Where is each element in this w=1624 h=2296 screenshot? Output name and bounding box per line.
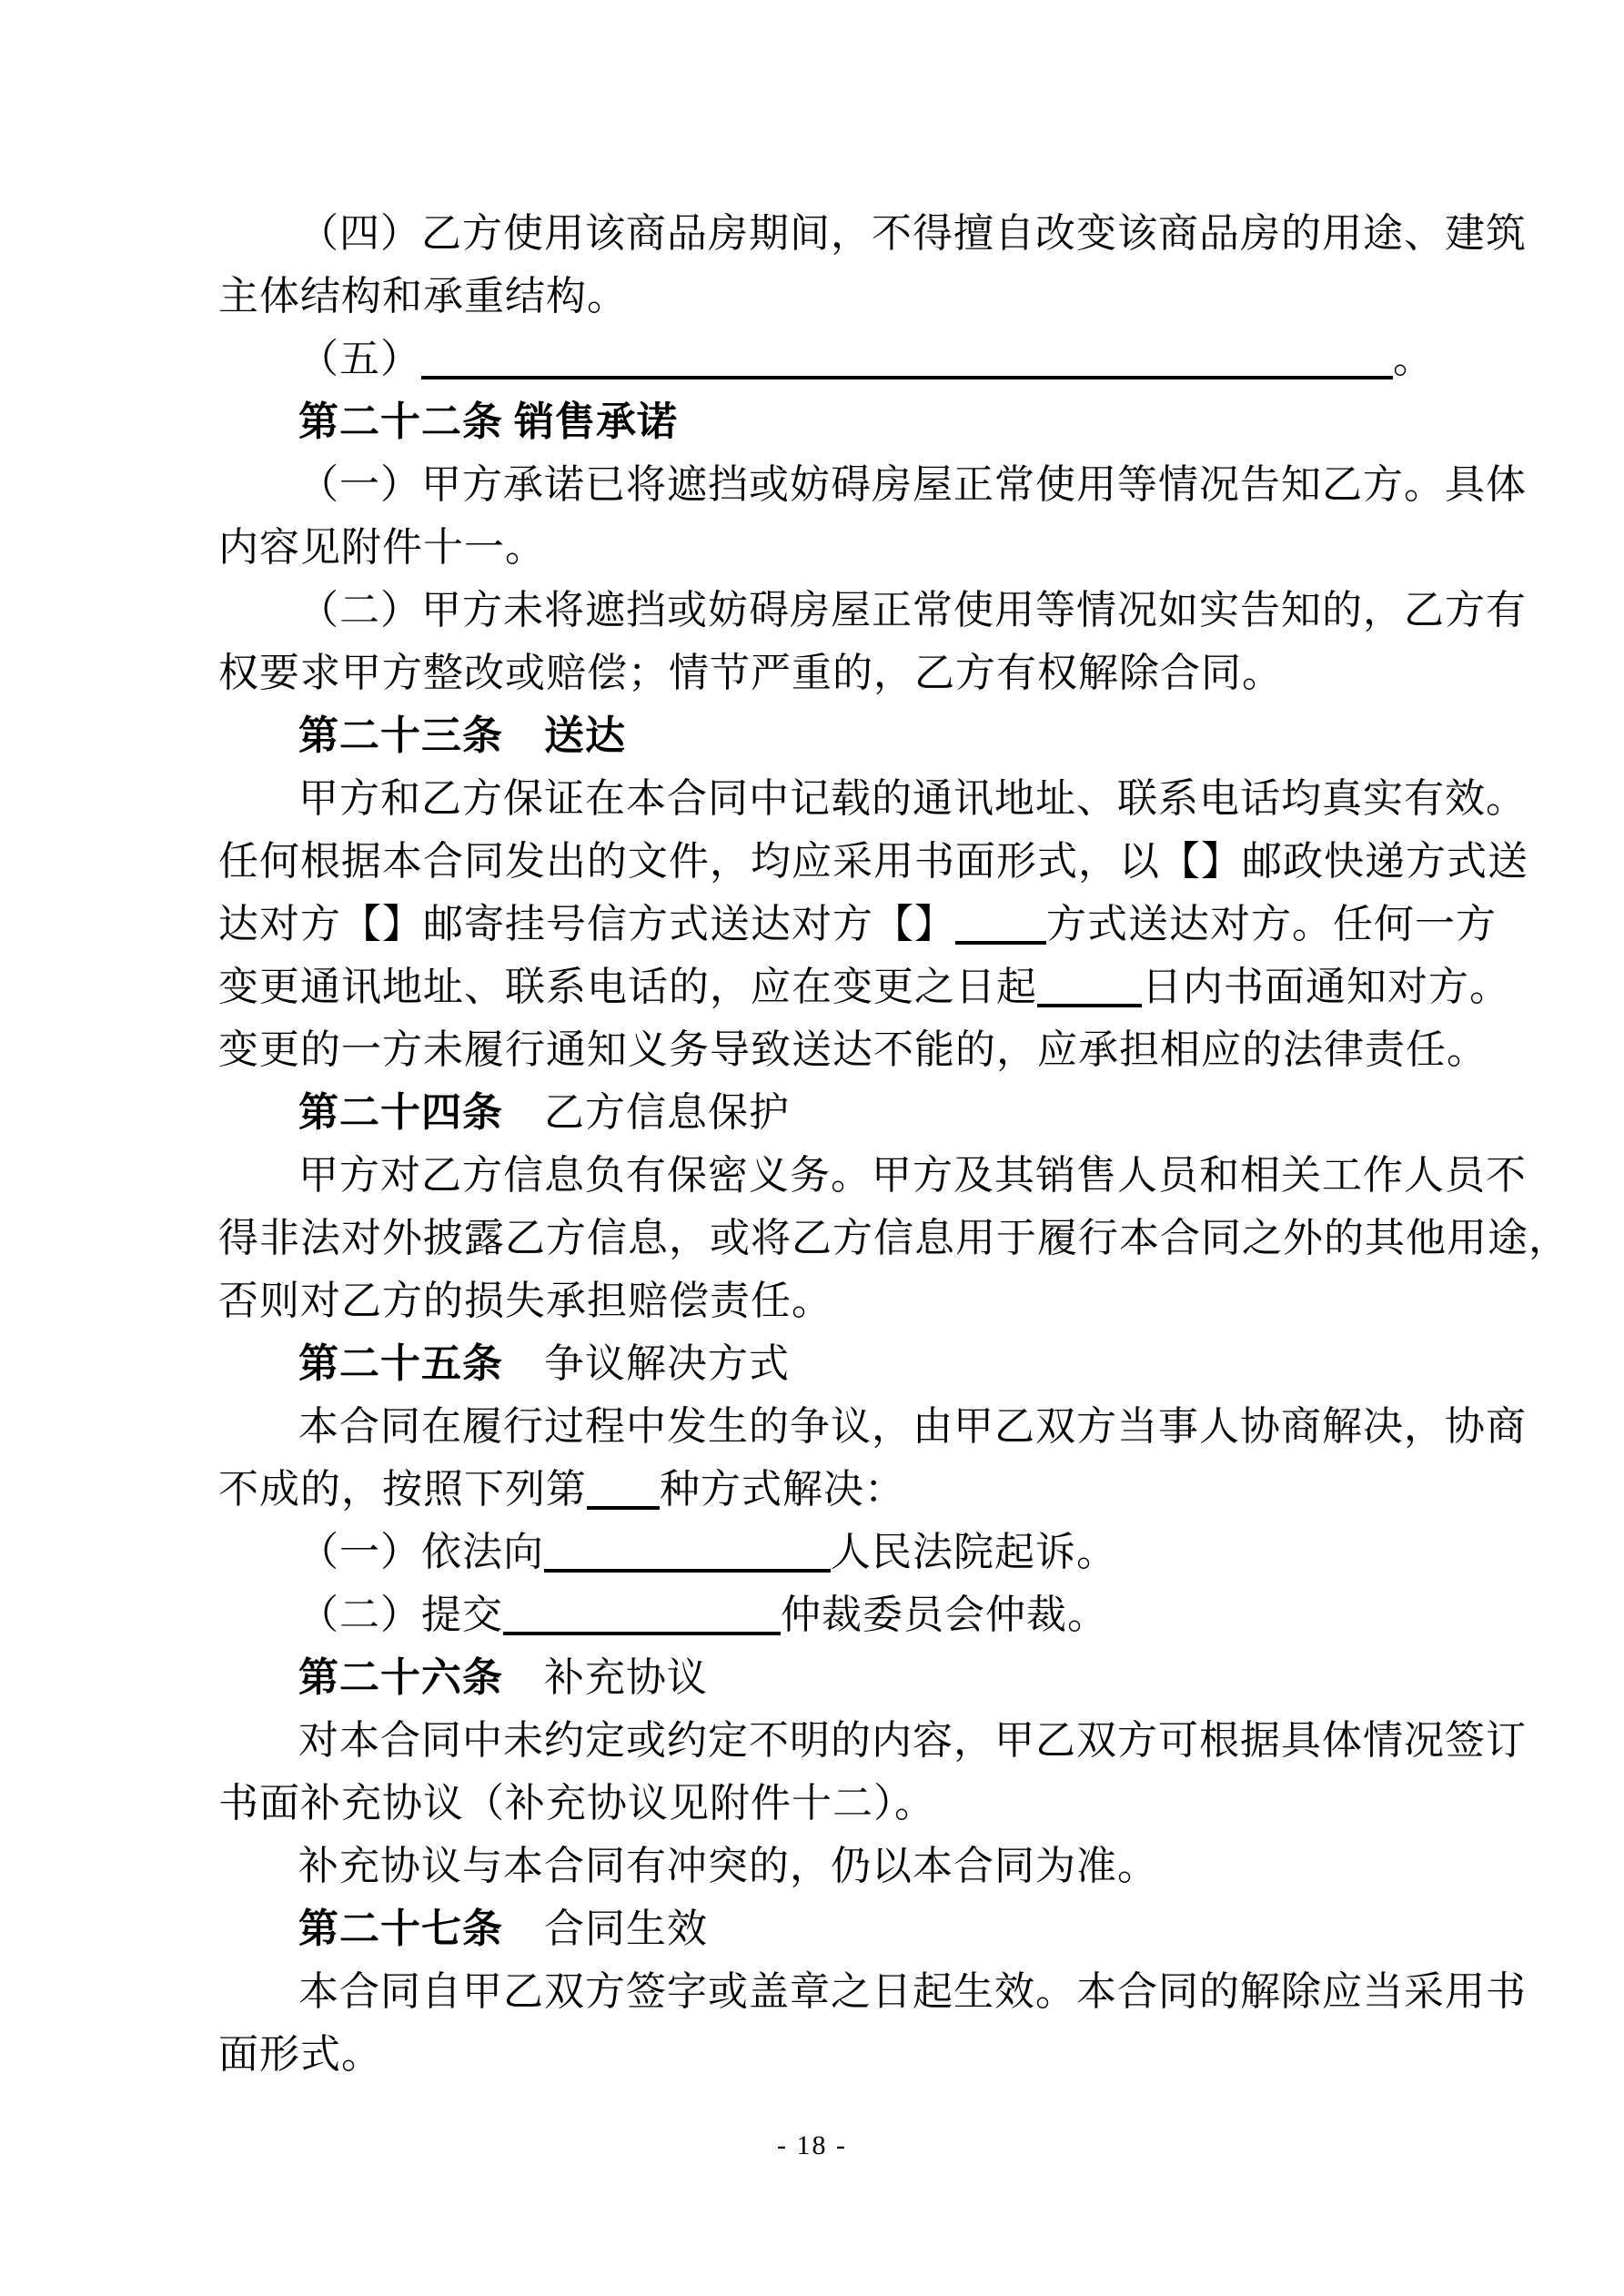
contract-line	[218, 1395, 1527, 1458]
contract-line	[218, 516, 1492, 579]
text-run: 权要求甲方整改或赔偿；情节严重的，乙方有权解除合同。	[218, 651, 1283, 695]
text-run: 任何根据本合同发出的文件，均应采用书面形式，以【】邮政快递方式送	[218, 839, 1528, 884]
text-run: 第二十五条	[298, 1341, 503, 1386]
text-run: 方式送达对方。任何一方	[1046, 902, 1497, 946]
contract-line	[218, 1269, 1492, 1332]
contract-line	[218, 1458, 1492, 1521]
contract-line	[218, 328, 1492, 390]
contract-line	[218, 2023, 1492, 2086]
fill-in-blank	[955, 930, 1046, 945]
text-run: （二）甲方未将遮挡或妨碍房屋正常使用等情况如实告知的，乙方有	[298, 588, 1527, 632]
article-heading	[218, 704, 1492, 767]
contract-line	[218, 642, 1492, 704]
contract-line	[218, 579, 1527, 642]
article-heading	[218, 1897, 1492, 1960]
text-run: 仲裁委员会仲裁。	[781, 1593, 1108, 1637]
article-heading	[218, 1332, 1492, 1395]
text-run: 。	[1393, 337, 1434, 381]
text-run: （二）提交	[298, 1593, 503, 1637]
text-run: 甲方和乙方保证在本合同中记载的通讯地址、联系电话均真实有效。	[298, 776, 1527, 821]
text-run: 主体结构和承重结构。	[218, 274, 628, 319]
text-run: （五）	[298, 337, 421, 381]
contract-line	[218, 202, 1527, 265]
fill-in-blank	[421, 365, 1393, 379]
contract-line	[218, 265, 1492, 328]
contract-line	[218, 1018, 1492, 1081]
page-number: - 18 -	[777, 2130, 847, 2160]
text-run: 第二十七条	[298, 1907, 503, 1951]
text-run: 否则对乙方的损失承担赔偿责任。	[218, 1279, 832, 1323]
fill-in-blank	[1037, 993, 1142, 1007]
text-run: 得非法对外披露乙方信息，或将乙方信息用于履行本合同之外的其他用途，	[218, 1216, 1569, 1260]
contract-line	[218, 1835, 1492, 1897]
text-run: 甲方对乙方信息负有保密义务。甲方及其销售人员和相关工作人员不	[298, 1153, 1527, 1198]
text-run: 人民法院起诉。	[831, 1530, 1117, 1574]
text-run: 变更通讯地址、联系电话的，应在变更之日起	[218, 965, 1037, 1009]
contract-line	[218, 1207, 1569, 1269]
contract-line	[218, 1960, 1527, 2023]
text-run: 第二十二条 销售承诺	[298, 400, 678, 444]
text-run: 对本合同中未约定或约定不明的内容，甲乙双方可根据具体情况签订	[298, 1718, 1527, 1763]
contract-line	[218, 1144, 1527, 1207]
contract-line	[218, 767, 1527, 830]
text-run: 第二十三条 送达	[298, 713, 626, 758]
contract-body	[218, 202, 1569, 2086]
text-run: 第二十四条	[298, 1090, 503, 1135]
fill-in-blank	[544, 1558, 831, 1573]
text-run: 面形式。	[218, 2032, 382, 2077]
text-run: 书面补充协议（补充协议见附件十二）。	[218, 1781, 935, 1826]
contract-line	[218, 956, 1510, 1018]
contract-line	[218, 830, 1528, 893]
text-run: （一）甲方承诺已将遮挡或妨碍房屋正常使用等情况告知乙方。具体	[298, 462, 1527, 507]
text-run: 补充协议	[503, 1655, 708, 1700]
contract-line	[218, 1521, 1492, 1583]
text-run: 种方式解决：	[660, 1467, 905, 1512]
contract-line	[218, 1709, 1527, 1772]
text-run: 本合同在履行过程中发生的争议，由甲乙双方当事人协商解决，协商	[298, 1404, 1527, 1449]
text-run: 达对方【】邮寄挂号信方式送达对方【】	[218, 902, 955, 946]
contract-line	[218, 453, 1527, 516]
text-run: 合同生效	[503, 1907, 708, 1951]
text-run: 本合同自甲乙双方签字或盖章之日起生效。本合同的解除应当采用书	[298, 1969, 1527, 2014]
fill-in-blank	[503, 1621, 781, 1635]
text-run: 变更的一方未履行通知义务导致送达不能的，应承担相应的法律责任。	[218, 1027, 1488, 1072]
text-run: 不成的，按照下列第	[218, 1467, 587, 1512]
text-run: 争议解决方式	[503, 1341, 790, 1386]
fill-in-blank	[587, 1495, 660, 1510]
contract-line	[218, 893, 1497, 956]
article-heading	[218, 390, 1492, 453]
text-run: 日内书面通知对方。	[1142, 965, 1510, 1009]
text-run: 乙方信息保护	[503, 1090, 790, 1135]
text-run: 内容见附件十一。	[218, 525, 546, 570]
article-heading	[218, 1081, 1492, 1144]
text-run: 补充协议与本合同有冲突的，仍以本合同为准。	[298, 1844, 1158, 1888]
contract-line	[218, 1772, 1492, 1835]
article-heading	[218, 1646, 1492, 1709]
text-run: 第二十六条	[298, 1655, 503, 1700]
text-run: （四）乙方使用该商品房期间，不得擅自改变该商品房的用途、建筑	[298, 211, 1527, 256]
text-run: （一）依法向	[298, 1530, 544, 1574]
contract-line	[218, 1583, 1492, 1646]
